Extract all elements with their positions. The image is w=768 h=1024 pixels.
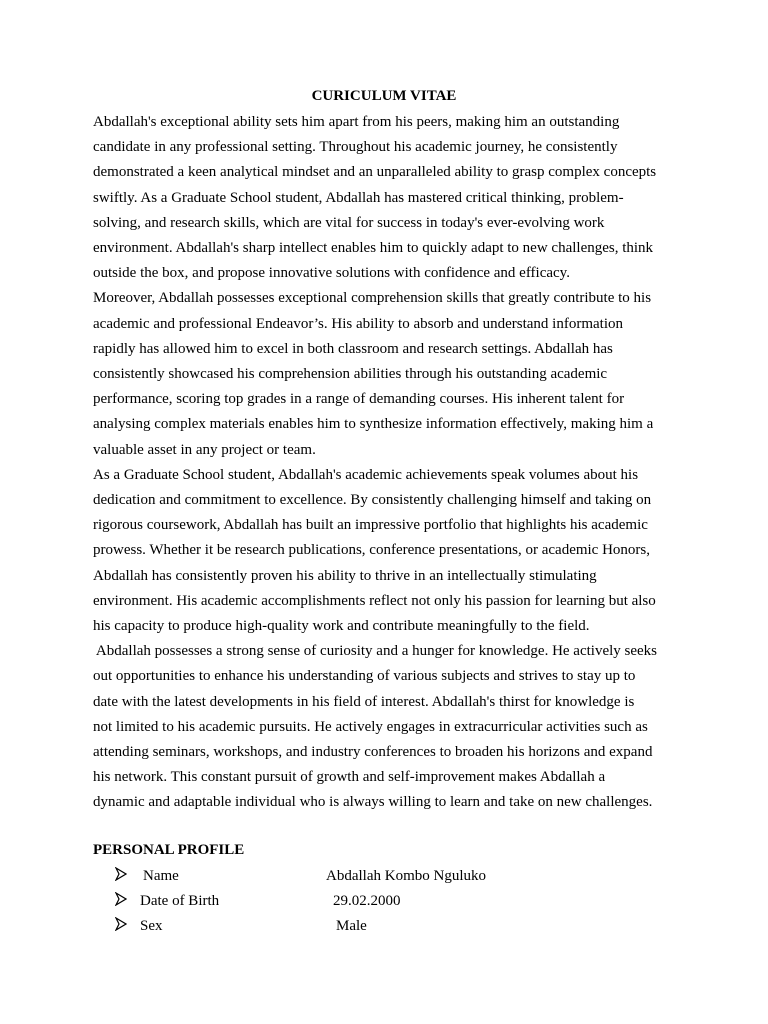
personal-profile-list (0, 866, 768, 941)
text-line: Abdallah has consistently proven his ability to thrive in an intellectually stimulating (93, 567, 597, 584)
profile-value: Male (336, 918, 367, 934)
text-line: his capacity to produce high-quality work and contribute meaningfully to the field. (93, 618, 590, 635)
text-line: environment. His academic accomplishments reflect not only his passion for learning but also (93, 592, 656, 609)
document-title: CURICULUM VITAE (311, 88, 457, 104)
paragraph-curiosity (93, 639, 683, 815)
profile-value: 29.02.2000 (333, 893, 401, 909)
text-line: prowess. Whether it be research publications, conference presentations, or academic Honors, (93, 542, 651, 559)
paragraph-achievements (93, 463, 683, 639)
text-line: Abdallah possesses a strong sense of curiosity and a hunger for knowledge. He actively seeks (93, 643, 658, 660)
text-line: candidate in any professional setting. Throughout his academic journey, he consistently (93, 139, 618, 156)
profile-item-sex (0, 916, 768, 941)
text-line: valuable asset in any project or team. (93, 441, 316, 458)
text-line: out opportunities to enhance his understanding of various subjects and strives to stay up to (93, 668, 636, 685)
text-line: As a Graduate School student, Abdallah's academic achievements speak volumes about his (93, 466, 639, 483)
text-line: not limited to his academic pursuits. He actively engages in extracurricular activities such as (93, 718, 648, 735)
arrowhead-bullet-icon (115, 867, 127, 881)
text-line: analysing complex materials enables him to synthesize information effectively, making him a (93, 416, 654, 433)
paragraph-comprehension (93, 286, 683, 462)
text-line: rapidly has allowed him to excel in both classroom and research settings. Abdallah has (93, 340, 613, 357)
text-line: outside the box, and propose innovative solutions with confidence and efficacy. (93, 265, 570, 282)
paragraph-ability (93, 110, 683, 286)
profile-item-date-of-birth (0, 891, 768, 916)
text-line: environment. Abdallah's sharp intellect enables him to quickly adapt to new challenges, think (93, 240, 654, 257)
text-line: academic and professional Endeavor’s. His ability to absorb and understand information (93, 315, 623, 332)
profile-item-name (0, 866, 768, 891)
text-line: demonstrated a keen analytical mindset and an unparalleled ability to grasp complex concepts (93, 164, 657, 181)
text-line: swiftly. As a Graduate School student, Abdallah has mastered critical thinking, problem- (93, 189, 624, 206)
text-line: his network. This constant pursuit of growth and self-improvement makes Abdallah a (93, 769, 606, 786)
text-line: Moreover, Abdallah possesses exceptional comprehension skills that greatly contribute to his (93, 290, 652, 307)
text-line: attending seminars, workshops, and industry conferences to broaden his horizons and expand (93, 744, 653, 761)
text-line: consistently showcased his comprehension abilities through his outstanding academic (93, 366, 608, 383)
profile-label: Date of Birth (140, 893, 220, 909)
text-line: solving, and research skills, which are vital for success in today's ever-evolving work (93, 214, 605, 231)
text-line: date with the latest developments in his field of interest. Abdallah's thirst for knowledge is (93, 693, 635, 710)
document-body (93, 110, 683, 816)
text-line: dynamic and adaptable individual who is always willing to learn and take on new challenges. (93, 794, 653, 811)
profile-value: Abdallah Kombo Nguluko (326, 868, 486, 884)
profile-label: Sex (140, 918, 163, 934)
profile-label: Name (143, 868, 179, 884)
text-line: performance, scoring top grades in a range of demanding courses. His inherent talent for (93, 391, 625, 408)
arrowhead-bullet-icon (115, 892, 127, 906)
text-line: Abdallah's exceptional ability sets him apart from his peers, making him an outstanding (93, 114, 620, 130)
arrowhead-bullet-icon (115, 917, 127, 931)
text-line: dedication and commitment to excellence. By consistently challenging himself and taking on (93, 492, 652, 509)
personal-profile-heading: PERSONAL PROFILE (93, 842, 245, 858)
text-line: rigorous coursework, Abdallah has built an impressive portfolio that highlights his academic (93, 517, 648, 534)
